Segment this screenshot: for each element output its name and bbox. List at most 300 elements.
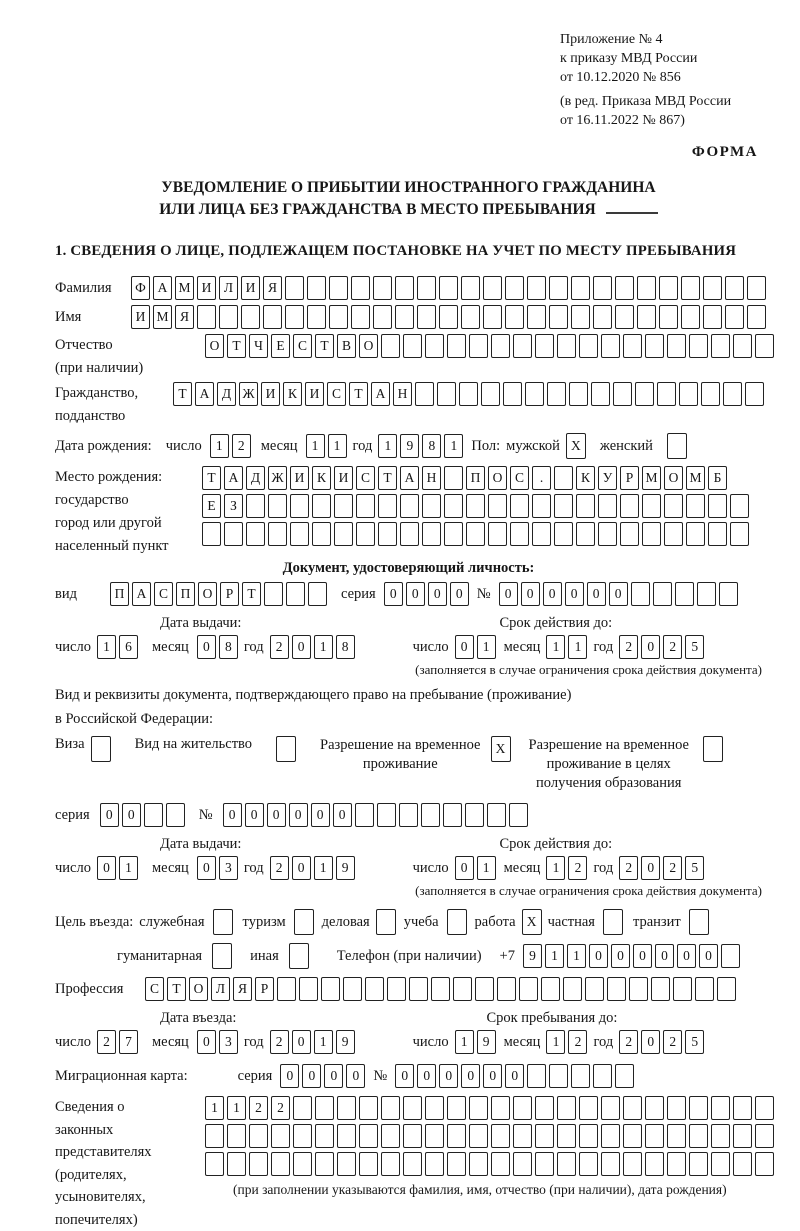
char-cell[interactable]: 1 xyxy=(205,1096,224,1120)
char-cell[interactable]: 2 xyxy=(270,1030,289,1054)
char-cell[interactable] xyxy=(487,803,506,827)
char-cell[interactable]: 0 xyxy=(267,803,286,827)
char-cell[interactable]: 1 xyxy=(477,856,496,880)
char-cell[interactable]: У xyxy=(598,466,617,490)
char-cell[interactable] xyxy=(673,977,692,1001)
char-cell[interactable] xyxy=(623,1096,642,1120)
char-cell[interactable] xyxy=(400,522,419,546)
char-cell[interactable] xyxy=(415,382,434,406)
char-cell[interactable] xyxy=(224,522,243,546)
char-cell[interactable]: 1 xyxy=(97,635,116,659)
char-cell[interactable] xyxy=(355,803,374,827)
char-cell[interactable]: 1 xyxy=(306,434,325,458)
char-cell[interactable] xyxy=(601,1152,620,1176)
char-cell[interactable] xyxy=(689,1096,708,1120)
char-cell[interactable] xyxy=(422,494,441,518)
char-cell[interactable] xyxy=(549,1064,568,1088)
char-cell[interactable]: 5 xyxy=(685,1030,704,1054)
char-cell[interactable] xyxy=(549,305,568,329)
char-cell[interactable] xyxy=(571,276,590,300)
char-cell[interactable]: И xyxy=(131,305,150,329)
char-cell[interactable]: Т xyxy=(167,977,186,1001)
char-cell[interactable] xyxy=(579,1124,598,1148)
char-cell[interactable] xyxy=(312,522,331,546)
char-cell[interactable] xyxy=(491,334,510,358)
char-cell[interactable]: С xyxy=(154,582,173,606)
char-cell[interactable] xyxy=(598,522,617,546)
char-cell[interactable] xyxy=(227,1152,246,1176)
char-cell[interactable]: О xyxy=(189,977,208,1001)
char-cell[interactable] xyxy=(615,1064,634,1088)
char-cell[interactable]: 9 xyxy=(336,1030,355,1054)
char-cell[interactable]: 1 xyxy=(477,635,496,659)
char-cell[interactable] xyxy=(733,1096,752,1120)
char-cell[interactable] xyxy=(491,1124,510,1148)
char-cell[interactable]: 1 xyxy=(328,434,347,458)
char-cell[interactable]: 8 xyxy=(336,635,355,659)
char-cell[interactable] xyxy=(747,276,766,300)
char-cell[interactable] xyxy=(400,494,419,518)
char-cell[interactable] xyxy=(557,1124,576,1148)
char-cell[interactable] xyxy=(725,276,744,300)
char-cell[interactable] xyxy=(681,305,700,329)
char-cell[interactable] xyxy=(447,1152,466,1176)
char-cell[interactable] xyxy=(439,276,458,300)
char-cell[interactable] xyxy=(686,494,705,518)
char-cell[interactable] xyxy=(697,582,716,606)
char-cell[interactable] xyxy=(469,1096,488,1120)
char-cell[interactable]: М xyxy=(175,276,194,300)
char-cell[interactable]: С xyxy=(145,977,164,1001)
char-cell[interactable]: Т xyxy=(227,334,246,358)
char-cell[interactable] xyxy=(631,582,650,606)
char-cell[interactable]: 9 xyxy=(336,856,355,880)
char-cell[interactable] xyxy=(377,803,396,827)
char-cell[interactable]: 7 xyxy=(119,1030,138,1054)
char-cell[interactable] xyxy=(513,1124,532,1148)
char-cell[interactable]: 1 xyxy=(455,1030,474,1054)
char-cell[interactable] xyxy=(399,803,418,827)
char-cell[interactable] xyxy=(563,977,582,1001)
char-cell[interactable] xyxy=(535,1152,554,1176)
char-cell[interactable] xyxy=(701,382,720,406)
char-cell[interactable] xyxy=(378,522,397,546)
char-cell[interactable]: 1 xyxy=(568,635,587,659)
char-cell[interactable]: Т xyxy=(173,382,192,406)
char-cell[interactable] xyxy=(723,382,742,406)
char-cell[interactable]: 0 xyxy=(455,856,474,880)
char-cell[interactable]: О xyxy=(488,466,507,490)
char-cell[interactable] xyxy=(491,1152,510,1176)
char-cell[interactable]: 2 xyxy=(663,1030,682,1054)
char-cell[interactable]: С xyxy=(356,466,375,490)
char-cell[interactable] xyxy=(721,944,740,968)
char-cell[interactable] xyxy=(356,522,375,546)
char-cell[interactable]: 0 xyxy=(197,635,216,659)
char-cell[interactable]: 0 xyxy=(450,582,469,606)
char-cell[interactable] xyxy=(290,494,309,518)
checkbox-cell[interactable] xyxy=(376,909,396,935)
char-cell[interactable]: А xyxy=(153,276,172,300)
char-cell[interactable]: А xyxy=(400,466,419,490)
char-cell[interactable] xyxy=(557,1096,576,1120)
char-cell[interactable] xyxy=(623,1152,642,1176)
char-cell[interactable] xyxy=(488,522,507,546)
char-cell[interactable]: 1 xyxy=(567,944,586,968)
char-cell[interactable]: М xyxy=(642,466,661,490)
char-cell[interactable] xyxy=(585,977,604,1001)
char-cell[interactable] xyxy=(601,334,620,358)
char-cell[interactable]: С xyxy=(510,466,529,490)
char-cell[interactable]: 2 xyxy=(619,1030,638,1054)
char-cell[interactable] xyxy=(554,494,573,518)
char-cell[interactable] xyxy=(439,305,458,329)
char-cell[interactable] xyxy=(403,334,422,358)
char-cell[interactable]: Я xyxy=(233,977,252,1001)
char-cell[interactable] xyxy=(227,1124,246,1148)
char-cell[interactable]: О xyxy=(198,582,217,606)
char-cell[interactable] xyxy=(651,977,670,1001)
char-cell[interactable] xyxy=(733,1124,752,1148)
char-cell[interactable] xyxy=(351,305,370,329)
char-cell[interactable]: П xyxy=(466,466,485,490)
checkbox-cell[interactable] xyxy=(603,909,623,935)
char-cell[interactable] xyxy=(730,522,749,546)
char-cell[interactable] xyxy=(513,1152,532,1176)
char-cell[interactable]: 0 xyxy=(292,856,311,880)
char-cell[interactable] xyxy=(425,1152,444,1176)
char-cell[interactable] xyxy=(268,522,287,546)
checkbox-cell[interactable] xyxy=(213,909,233,935)
char-cell[interactable]: 8 xyxy=(422,434,441,458)
char-cell[interactable] xyxy=(535,1124,554,1148)
char-cell[interactable] xyxy=(657,382,676,406)
char-cell[interactable] xyxy=(241,305,260,329)
char-cell[interactable] xyxy=(417,305,436,329)
char-cell[interactable] xyxy=(689,1124,708,1148)
char-cell[interactable] xyxy=(730,494,749,518)
char-cell[interactable] xyxy=(422,522,441,546)
char-cell[interactable] xyxy=(219,305,238,329)
char-cell[interactable] xyxy=(571,1064,590,1088)
char-cell[interactable]: 1 xyxy=(546,856,565,880)
checkbox-cell[interactable] xyxy=(703,736,723,762)
char-cell[interactable]: 2 xyxy=(663,856,682,880)
char-cell[interactable]: М xyxy=(686,466,705,490)
char-cell[interactable] xyxy=(459,382,478,406)
char-cell[interactable] xyxy=(554,522,573,546)
char-cell[interactable] xyxy=(249,1124,268,1148)
char-cell[interactable] xyxy=(755,334,774,358)
char-cell[interactable] xyxy=(733,1152,752,1176)
char-cell[interactable] xyxy=(205,1124,224,1148)
char-cell[interactable] xyxy=(403,1152,422,1176)
char-cell[interactable] xyxy=(593,276,612,300)
char-cell[interactable] xyxy=(285,276,304,300)
char-cell[interactable] xyxy=(667,1096,686,1120)
char-cell[interactable] xyxy=(505,276,524,300)
char-cell[interactable] xyxy=(343,977,362,1001)
char-cell[interactable] xyxy=(337,1124,356,1148)
char-cell[interactable] xyxy=(708,494,727,518)
char-cell[interactable] xyxy=(745,382,764,406)
checkbox-cell[interactable] xyxy=(289,943,309,969)
checkbox-cell[interactable] xyxy=(447,909,467,935)
char-cell[interactable]: О xyxy=(205,334,224,358)
char-cell[interactable]: 0 xyxy=(699,944,718,968)
char-cell[interactable] xyxy=(703,276,722,300)
char-cell[interactable]: И xyxy=(334,466,353,490)
char-cell[interactable]: 0 xyxy=(589,944,608,968)
char-cell[interactable] xyxy=(637,276,656,300)
checkbox-cell[interactable] xyxy=(667,433,687,459)
char-cell[interactable] xyxy=(465,803,484,827)
char-cell[interactable] xyxy=(532,522,551,546)
char-cell[interactable] xyxy=(620,522,639,546)
char-cell[interactable] xyxy=(527,276,546,300)
char-cell[interactable]: Т xyxy=(378,466,397,490)
char-cell[interactable] xyxy=(601,1124,620,1148)
char-cell[interactable] xyxy=(395,305,414,329)
char-cell[interactable] xyxy=(708,522,727,546)
checkbox-cell[interactable] xyxy=(212,943,232,969)
char-cell[interactable] xyxy=(505,305,524,329)
char-cell[interactable]: Т xyxy=(202,466,221,490)
char-cell[interactable] xyxy=(469,334,488,358)
char-cell[interactable]: А xyxy=(132,582,151,606)
char-cell[interactable] xyxy=(642,522,661,546)
char-cell[interactable] xyxy=(483,276,502,300)
char-cell[interactable] xyxy=(659,305,678,329)
char-cell[interactable] xyxy=(381,1096,400,1120)
char-cell[interactable] xyxy=(686,522,705,546)
char-cell[interactable] xyxy=(277,977,296,1001)
char-cell[interactable] xyxy=(509,803,528,827)
char-cell[interactable]: 2 xyxy=(663,635,682,659)
char-cell[interactable]: П xyxy=(110,582,129,606)
char-cell[interactable] xyxy=(679,382,698,406)
char-cell[interactable]: 2 xyxy=(270,635,289,659)
char-cell[interactable]: 1 xyxy=(314,856,333,880)
char-cell[interactable]: Ф xyxy=(131,276,150,300)
char-cell[interactable]: 0 xyxy=(428,582,447,606)
char-cell[interactable] xyxy=(571,305,590,329)
char-cell[interactable] xyxy=(554,466,573,490)
char-cell[interactable]: 0 xyxy=(346,1064,365,1088)
char-cell[interactable]: . xyxy=(532,466,551,490)
char-cell[interactable]: Т xyxy=(349,382,368,406)
char-cell[interactable]: 0 xyxy=(417,1064,436,1088)
char-cell[interactable] xyxy=(623,1124,642,1148)
char-cell[interactable] xyxy=(447,1096,466,1120)
char-cell[interactable] xyxy=(403,1096,422,1120)
char-cell[interactable]: К xyxy=(312,466,331,490)
char-cell[interactable] xyxy=(315,1096,334,1120)
char-cell[interactable] xyxy=(337,1096,356,1120)
char-cell[interactable]: И xyxy=(241,276,260,300)
char-cell[interactable]: 5 xyxy=(685,856,704,880)
char-cell[interactable]: С xyxy=(293,334,312,358)
char-cell[interactable] xyxy=(293,1096,312,1120)
char-cell[interactable]: 2 xyxy=(271,1096,290,1120)
char-cell[interactable] xyxy=(437,382,456,406)
char-cell[interactable] xyxy=(286,582,305,606)
char-cell[interactable] xyxy=(447,1124,466,1148)
char-cell[interactable] xyxy=(421,803,440,827)
char-cell[interactable]: 0 xyxy=(461,1064,480,1088)
char-cell[interactable]: 0 xyxy=(641,856,660,880)
char-cell[interactable] xyxy=(271,1124,290,1148)
char-cell[interactable] xyxy=(249,1152,268,1176)
char-cell[interactable]: 0 xyxy=(122,803,141,827)
char-cell[interactable] xyxy=(409,977,428,1001)
char-cell[interactable] xyxy=(613,382,632,406)
char-cell[interactable] xyxy=(488,494,507,518)
checkbox-cell[interactable]: X xyxy=(491,736,511,762)
char-cell[interactable] xyxy=(532,494,551,518)
char-cell[interactable] xyxy=(329,305,348,329)
char-cell[interactable]: К xyxy=(576,466,595,490)
char-cell[interactable]: 1 xyxy=(545,944,564,968)
char-cell[interactable] xyxy=(725,305,744,329)
char-cell[interactable] xyxy=(444,522,463,546)
char-cell[interactable] xyxy=(475,977,494,1001)
char-cell[interactable]: 0 xyxy=(197,1030,216,1054)
char-cell[interactable]: К xyxy=(283,382,302,406)
char-cell[interactable] xyxy=(466,522,485,546)
char-cell[interactable] xyxy=(593,1064,612,1088)
char-cell[interactable] xyxy=(337,1152,356,1176)
char-cell[interactable] xyxy=(365,977,384,1001)
char-cell[interactable]: Б xyxy=(708,466,727,490)
char-cell[interactable]: 1 xyxy=(314,635,333,659)
char-cell[interactable] xyxy=(359,1124,378,1148)
char-cell[interactable]: 0 xyxy=(499,582,518,606)
char-cell[interactable] xyxy=(417,276,436,300)
char-cell[interactable]: 0 xyxy=(333,803,352,827)
char-cell[interactable] xyxy=(334,522,353,546)
char-cell[interactable]: 0 xyxy=(292,1030,311,1054)
char-cell[interactable]: 0 xyxy=(384,582,403,606)
char-cell[interactable]: 1 xyxy=(378,434,397,458)
char-cell[interactable]: Т xyxy=(315,334,334,358)
char-cell[interactable] xyxy=(711,1152,730,1176)
char-cell[interactable]: Д xyxy=(246,466,265,490)
char-cell[interactable] xyxy=(321,977,340,1001)
char-cell[interactable] xyxy=(717,977,736,1001)
char-cell[interactable]: 1 xyxy=(546,635,565,659)
char-cell[interactable] xyxy=(755,1096,774,1120)
char-cell[interactable] xyxy=(645,1096,664,1120)
char-cell[interactable] xyxy=(491,1096,510,1120)
char-cell[interactable]: 0 xyxy=(565,582,584,606)
char-cell[interactable]: Р xyxy=(220,582,239,606)
char-cell[interactable] xyxy=(703,305,722,329)
char-cell[interactable]: 3 xyxy=(219,1030,238,1054)
char-cell[interactable]: Ч xyxy=(249,334,268,358)
char-cell[interactable]: Н xyxy=(393,382,412,406)
char-cell[interactable] xyxy=(271,1152,290,1176)
char-cell[interactable] xyxy=(620,494,639,518)
char-cell[interactable] xyxy=(667,1152,686,1176)
char-cell[interactable]: 9 xyxy=(400,434,419,458)
char-cell[interactable]: Р xyxy=(620,466,639,490)
char-cell[interactable] xyxy=(664,522,683,546)
char-cell[interactable]: 2 xyxy=(619,635,638,659)
char-cell[interactable]: 2 xyxy=(232,434,251,458)
char-cell[interactable] xyxy=(711,1124,730,1148)
char-cell[interactable] xyxy=(519,977,538,1001)
char-cell[interactable]: 1 xyxy=(119,856,138,880)
char-cell[interactable]: 0 xyxy=(289,803,308,827)
char-cell[interactable] xyxy=(629,977,648,1001)
char-cell[interactable]: Я xyxy=(175,305,194,329)
char-cell[interactable]: Л xyxy=(219,276,238,300)
char-cell[interactable] xyxy=(527,305,546,329)
char-cell[interactable] xyxy=(719,582,738,606)
char-cell[interactable] xyxy=(541,977,560,1001)
char-cell[interactable]: Е xyxy=(271,334,290,358)
char-cell[interactable] xyxy=(315,1152,334,1176)
char-cell[interactable] xyxy=(653,582,672,606)
char-cell[interactable] xyxy=(425,1096,444,1120)
char-cell[interactable] xyxy=(395,276,414,300)
char-cell[interactable]: 0 xyxy=(543,582,562,606)
char-cell[interactable]: 0 xyxy=(302,1064,321,1088)
char-cell[interactable] xyxy=(681,276,700,300)
char-cell[interactable] xyxy=(359,1096,378,1120)
char-cell[interactable] xyxy=(466,494,485,518)
char-cell[interactable] xyxy=(549,276,568,300)
char-cell[interactable]: 2 xyxy=(249,1096,268,1120)
char-cell[interactable]: И xyxy=(261,382,280,406)
char-cell[interactable]: 0 xyxy=(521,582,540,606)
char-cell[interactable] xyxy=(425,1124,444,1148)
char-cell[interactable]: 9 xyxy=(523,944,542,968)
char-cell[interactable] xyxy=(453,977,472,1001)
char-cell[interactable] xyxy=(579,1152,598,1176)
char-cell[interactable] xyxy=(205,1152,224,1176)
char-cell[interactable]: Ж xyxy=(239,382,258,406)
char-cell[interactable] xyxy=(591,382,610,406)
char-cell[interactable] xyxy=(569,382,588,406)
char-cell[interactable]: 1 xyxy=(210,434,229,458)
char-cell[interactable] xyxy=(557,334,576,358)
char-cell[interactable]: 9 xyxy=(477,1030,496,1054)
char-cell[interactable] xyxy=(642,494,661,518)
checkbox-cell[interactable] xyxy=(294,909,314,935)
char-cell[interactable]: 1 xyxy=(314,1030,333,1054)
char-cell[interactable] xyxy=(312,494,331,518)
char-cell[interactable] xyxy=(197,305,216,329)
char-cell[interactable]: А xyxy=(371,382,390,406)
char-cell[interactable] xyxy=(755,1124,774,1148)
char-cell[interactable] xyxy=(711,334,730,358)
char-cell[interactable]: 0 xyxy=(455,635,474,659)
char-cell[interactable]: О xyxy=(359,334,378,358)
char-cell[interactable] xyxy=(635,382,654,406)
char-cell[interactable]: 6 xyxy=(119,635,138,659)
char-cell[interactable] xyxy=(381,1124,400,1148)
char-cell[interactable] xyxy=(623,334,642,358)
char-cell[interactable]: И xyxy=(197,276,216,300)
char-cell[interactable]: 0 xyxy=(395,1064,414,1088)
char-cell[interactable]: П xyxy=(176,582,195,606)
checkbox-cell[interactable] xyxy=(689,909,709,935)
char-cell[interactable] xyxy=(510,494,529,518)
char-cell[interactable] xyxy=(576,494,595,518)
char-cell[interactable]: И xyxy=(305,382,324,406)
